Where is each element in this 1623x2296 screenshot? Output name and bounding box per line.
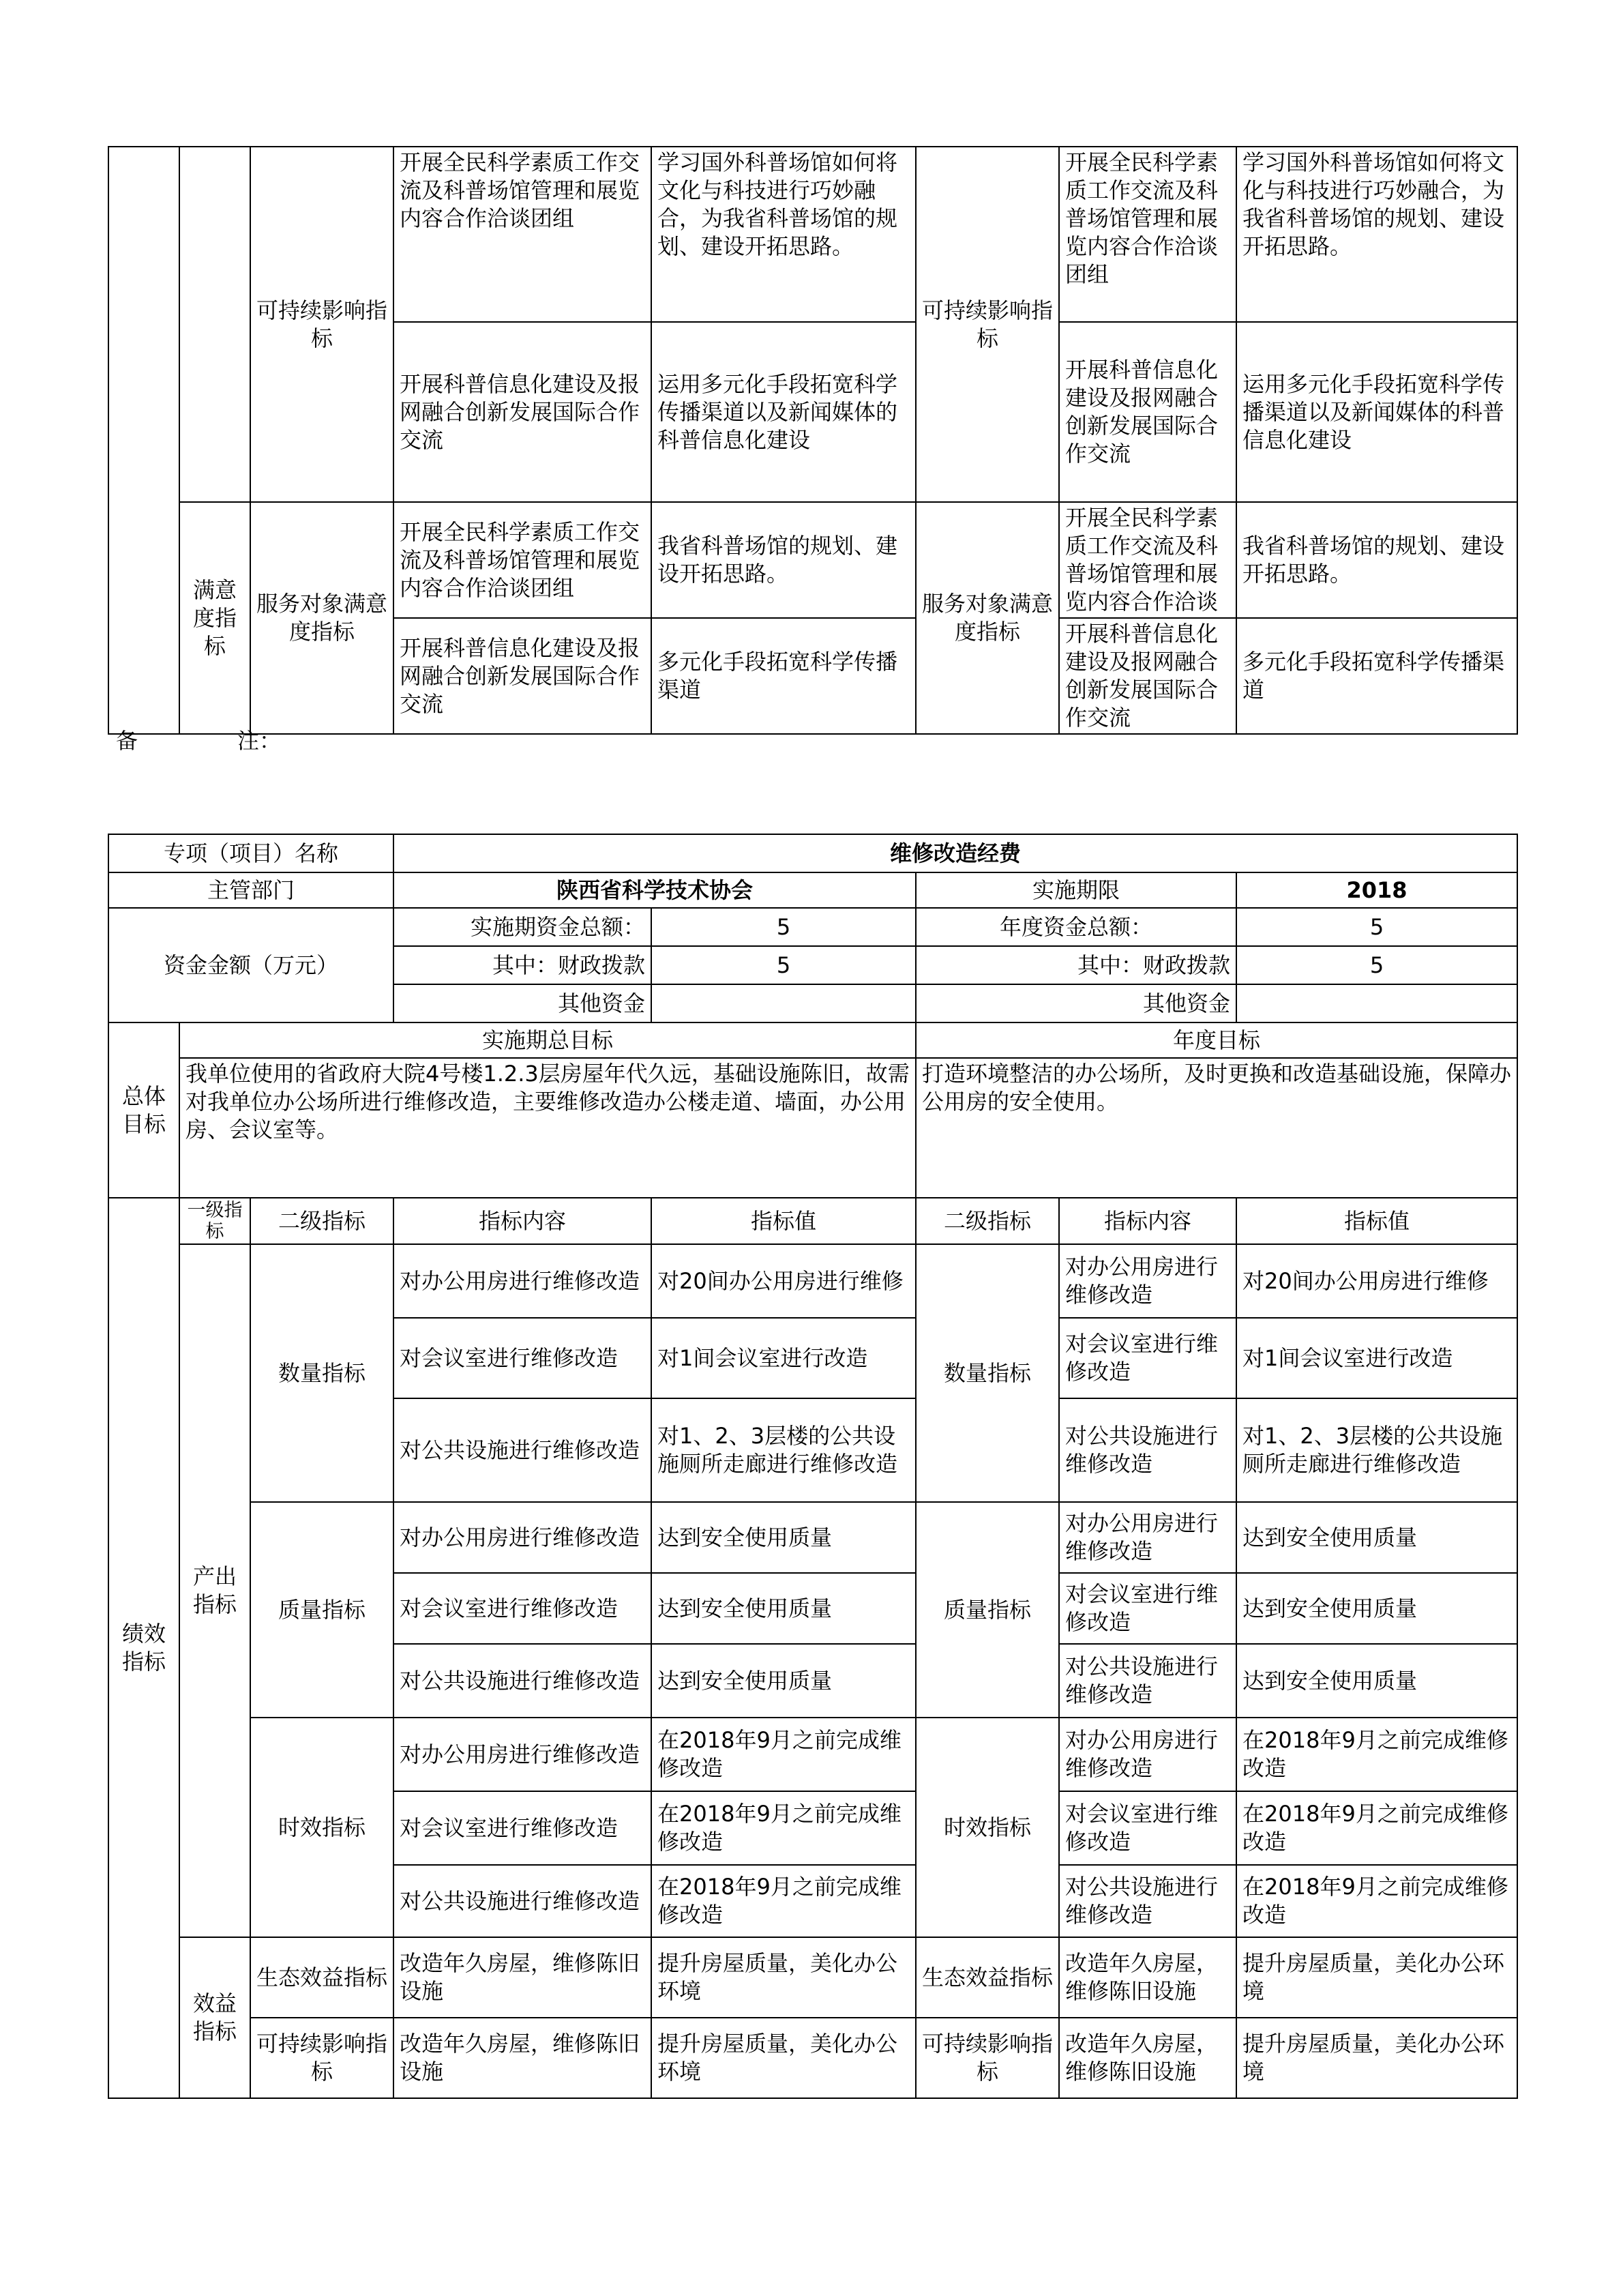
indicator-content-cell: 开展全民科学素质工作交流及科普场馆管理和展览内容合作洽谈团组 xyxy=(1059,147,1236,322)
other-funds-value xyxy=(651,984,916,1022)
indicator-value-cell: 达到安全使用质量 xyxy=(651,1573,916,1644)
indicator-value-cell: 对1、2、3层楼的公共设施厕所走廊进行维修改造 xyxy=(651,1398,916,1502)
indicator-value-cell: 学习国外科普场馆如何将文化与科技进行巧妙融合，为我省科普场馆的规划、建设开拓思路。 xyxy=(1236,147,1517,322)
indicator-value-cell: 达到安全使用质量 xyxy=(651,1502,916,1573)
indicator-value-cell: 多元化手段拓宽科学传播渠道 xyxy=(1236,618,1517,734)
indicator-content-cell: 对公共设施进行维修改造 xyxy=(1059,1644,1236,1718)
indicator-value-cell: 多元化手段拓宽科学传播渠道 xyxy=(651,618,916,734)
indicator-value-cell: 提升房屋质量，美化办公环境 xyxy=(651,2018,916,2098)
quality-indicator-right: 质量指标 xyxy=(916,1502,1059,1718)
indicator-content-cell: 开展全民科学素质工作交流及科普场馆管理和展览内容合作洽谈 xyxy=(1059,502,1236,618)
indicator-content-cell: 对办公用房进行维修改造 xyxy=(393,1502,651,1573)
performance-indicator-label: 绩效指标 xyxy=(108,1198,179,2098)
indicator-value-cell: 学习国外科普场馆如何将文化与科技进行巧妙融合，为我省科普场馆的规划、建设开拓思路。 xyxy=(651,147,916,322)
indicator-content-cell: 对办公用房进行维修改造 xyxy=(1059,1718,1236,1791)
indicator-value-cell: 我省科普场馆的规划、建设开拓思路。 xyxy=(1236,502,1517,618)
annual-fiscal-label: 其中：财政拨款 xyxy=(916,946,1236,984)
period-goal-text: 我单位使用的省政府大院4号楼1.2.3层房屋年代久远，基础设施陈旧，故需对我单位办公场所进行维修改造，主要维修改造办公楼走道、墙面，办公用房、会议室等。 xyxy=(179,1058,916,1198)
indicator-content-cell: 开展科普信息化建设及报网融合创新发展国际合作交流 xyxy=(1059,618,1236,734)
indicator-content-cell: 开展全民科学素质工作交流及科普场馆管理和展览内容合作洽谈团组 xyxy=(393,147,651,322)
indicator-value-cell: 在2018年9月之前完成维修改造 xyxy=(651,1865,916,1937)
indicator-value-cell: 提升房屋质量，美化办公环境 xyxy=(1236,2018,1517,2098)
indicator-content-cell: 开展科普信息化建设及报网融合创新发展国际合作交流 xyxy=(393,322,651,502)
sustain-indicator-left: 可持续影响指标 xyxy=(250,2018,393,2098)
other-funds-label: 其他资金 xyxy=(393,984,651,1022)
indicator-value-cell: 在2018年9月之前完成维修改造 xyxy=(1236,1865,1517,1937)
indicator-value-cell: 达到安全使用质量 xyxy=(651,1644,916,1718)
indicator-content-cell: 对会议室进行维修改造 xyxy=(1059,1573,1236,1644)
annual-fiscal-value: 5 xyxy=(1236,946,1517,984)
eco-indicator-left: 生态效益指标 xyxy=(250,1937,393,2018)
content-header-right: 指标内容 xyxy=(1059,1198,1236,1244)
level2-header: 二级指标 xyxy=(250,1198,393,1244)
indicator-content-cell: 对会议室进行维修改造 xyxy=(1059,1318,1236,1398)
dept-label: 主管部门 xyxy=(108,872,393,908)
indicator-value-cell: 我省科普场馆的规划、建设开拓思路。 xyxy=(651,502,916,618)
service-satisfaction-left: 服务对象满意度指标 xyxy=(250,502,393,734)
indicator-content-cell: 对公共设施进行维修改造 xyxy=(393,1644,651,1718)
annual-other-label: 其他资金 xyxy=(916,984,1236,1022)
time-indicator-left: 时效指标 xyxy=(250,1718,393,1937)
indicator-content-cell: 对办公用房进行维修改造 xyxy=(393,1718,651,1791)
service-satisfaction-right: 服务对象满意度指标 xyxy=(916,502,1059,734)
sustain-indicator-left: 可持续影响指标 xyxy=(250,147,393,502)
indicator-content-cell: 对公共设施进行维修改造 xyxy=(1059,1865,1236,1937)
annual-goal-label: 年度目标 xyxy=(916,1022,1517,1058)
indicator-value-cell: 对1间会议室进行改造 xyxy=(1236,1318,1517,1398)
indicator-value-cell: 运用多元化手段拓宽科学传播渠道以及新闻媒体的科普信息化建设 xyxy=(1236,322,1517,502)
remark-colon: 注： xyxy=(237,728,282,754)
value-header-right: 指标值 xyxy=(1236,1198,1517,1244)
indicator-content-cell: 改造年久房屋，维修陈旧设施 xyxy=(1059,1937,1236,2018)
annual-other-value xyxy=(1236,984,1517,1022)
annual-goal-text: 打造环境整洁的办公场所，及时更换和改造基础设施，保障办公用房的安全使用。 xyxy=(916,1058,1517,1198)
indicator-content-cell: 改造年久房屋，维修陈旧设施 xyxy=(1059,2018,1236,2098)
total-funds-label: 实施期资金总额： xyxy=(393,908,651,946)
annual-total-value: 5 xyxy=(1236,908,1517,946)
indicator-value-cell: 达到安全使用质量 xyxy=(1236,1502,1517,1573)
project-performance-table xyxy=(108,834,1518,2099)
indicator-content-cell: 对会议室进行维修改造 xyxy=(393,1318,651,1398)
project-name-value: 维修改造经费 xyxy=(393,834,1517,872)
eco-indicator-right: 生态效益指标 xyxy=(916,1937,1059,2018)
level1-cell-empty xyxy=(179,147,250,502)
level1-header: 一级指标 xyxy=(179,1198,250,1244)
output-indicator-label: 产出指标 xyxy=(179,1244,250,1937)
remark-label: 备 xyxy=(116,728,138,754)
project-name-label: 专项（项目）名称 xyxy=(108,834,393,872)
fiscal-value: 5 xyxy=(651,946,916,984)
indicator-content-cell: 对会议室进行维修改造 xyxy=(393,1791,651,1865)
content-header: 指标内容 xyxy=(393,1198,651,1244)
value-header: 指标值 xyxy=(651,1198,916,1244)
benefit-indicator-label: 效益指标 xyxy=(179,1937,250,2098)
indicator-value-cell: 运用多元化手段拓宽科学传播渠道以及新闻媒体的科普信息化建设 xyxy=(651,322,916,502)
indicator-value-cell: 在2018年9月之前完成维修改造 xyxy=(1236,1718,1517,1791)
indicator-content-cell: 对会议室进行维修改造 xyxy=(393,1573,651,1644)
quality-indicator-left: 质量指标 xyxy=(250,1502,393,1718)
indicator-value-cell: 提升房屋质量，美化办公环境 xyxy=(1236,1937,1517,2018)
indicator-content-cell: 开展全民科学素质工作交流及科普场馆管理和展览内容合作洽谈团组 xyxy=(393,502,651,618)
performance-table-continued xyxy=(108,146,1518,735)
quantity-indicator-left: 数量指标 xyxy=(250,1244,393,1502)
indicator-content-cell: 改造年久房屋，维修陈旧设施 xyxy=(393,2018,651,2098)
indicator-content-cell: 对办公用房进行维修改造 xyxy=(1059,1502,1236,1573)
indicator-content-cell: 开展科普信息化建设及报网融合创新发展国际合作交流 xyxy=(1059,322,1236,502)
sustain-indicator-right: 可持续影响指标 xyxy=(916,147,1059,502)
satisfaction-level1-cell: 满意度指标 xyxy=(179,502,250,734)
indicator-value-cell: 达到安全使用质量 xyxy=(1236,1573,1517,1644)
sustain-indicator-right: 可持续影响指标 xyxy=(916,2018,1059,2098)
funds-label: 资金金额（万元） xyxy=(108,908,393,1022)
indicator-content-cell: 对办公用房进行维修改造 xyxy=(393,1244,651,1318)
indicator-value-cell: 对1、2、3层楼的公共设施厕所走廊进行维修改造 xyxy=(1236,1398,1517,1502)
indicator-content-cell: 改造年久房屋，维修陈旧设施 xyxy=(393,1937,651,2018)
time-indicator-right: 时效指标 xyxy=(916,1718,1059,1937)
indicator-content-cell: 对办公用房进行维修改造 xyxy=(1059,1244,1236,1318)
total-funds-value: 5 xyxy=(651,908,916,946)
indicator-value-cell: 提升房屋质量，美化办公环境 xyxy=(651,1937,916,2018)
level2-header-right: 二级指标 xyxy=(916,1198,1059,1244)
indicator-content-cell: 对会议室进行维修改造 xyxy=(1059,1791,1236,1865)
indicator-value-cell: 对1间会议室进行改造 xyxy=(651,1318,916,1398)
indicator-content-cell: 对公共设施进行维修改造 xyxy=(1059,1398,1236,1502)
indicator-value-cell: 在2018年9月之前完成维修改造 xyxy=(651,1791,916,1865)
period-label: 实施期限 xyxy=(916,872,1236,908)
quantity-indicator-right: 数量指标 xyxy=(916,1244,1059,1502)
indicator-value-cell: 在2018年9月之前完成维修改造 xyxy=(1236,1791,1517,1865)
annual-total-label: 年度资金总额： xyxy=(916,908,1236,946)
indicator-content-cell: 对公共设施进行维修改造 xyxy=(393,1398,651,1502)
indicator-value-cell: 对20间办公用房进行维修 xyxy=(651,1244,916,1318)
period-goal-label: 实施期总目标 xyxy=(179,1022,916,1058)
period-value: 2018 xyxy=(1236,872,1517,908)
indicator-value-cell: 达到安全使用质量 xyxy=(1236,1644,1517,1718)
left-margin-cell xyxy=(108,147,179,734)
dept-value: 陕西省科学技术协会 xyxy=(393,872,916,908)
overall-goal-label: 总体目标 xyxy=(108,1022,179,1198)
indicator-value-cell: 对20间办公用房进行维修 xyxy=(1236,1244,1517,1318)
indicator-value-cell: 在2018年9月之前完成维修改造 xyxy=(651,1718,916,1791)
indicator-content-cell: 对公共设施进行维修改造 xyxy=(393,1865,651,1937)
indicator-content-cell: 开展科普信息化建设及报网融合创新发展国际合作交流 xyxy=(393,618,651,734)
fiscal-label: 其中：财政拨款 xyxy=(393,946,651,984)
